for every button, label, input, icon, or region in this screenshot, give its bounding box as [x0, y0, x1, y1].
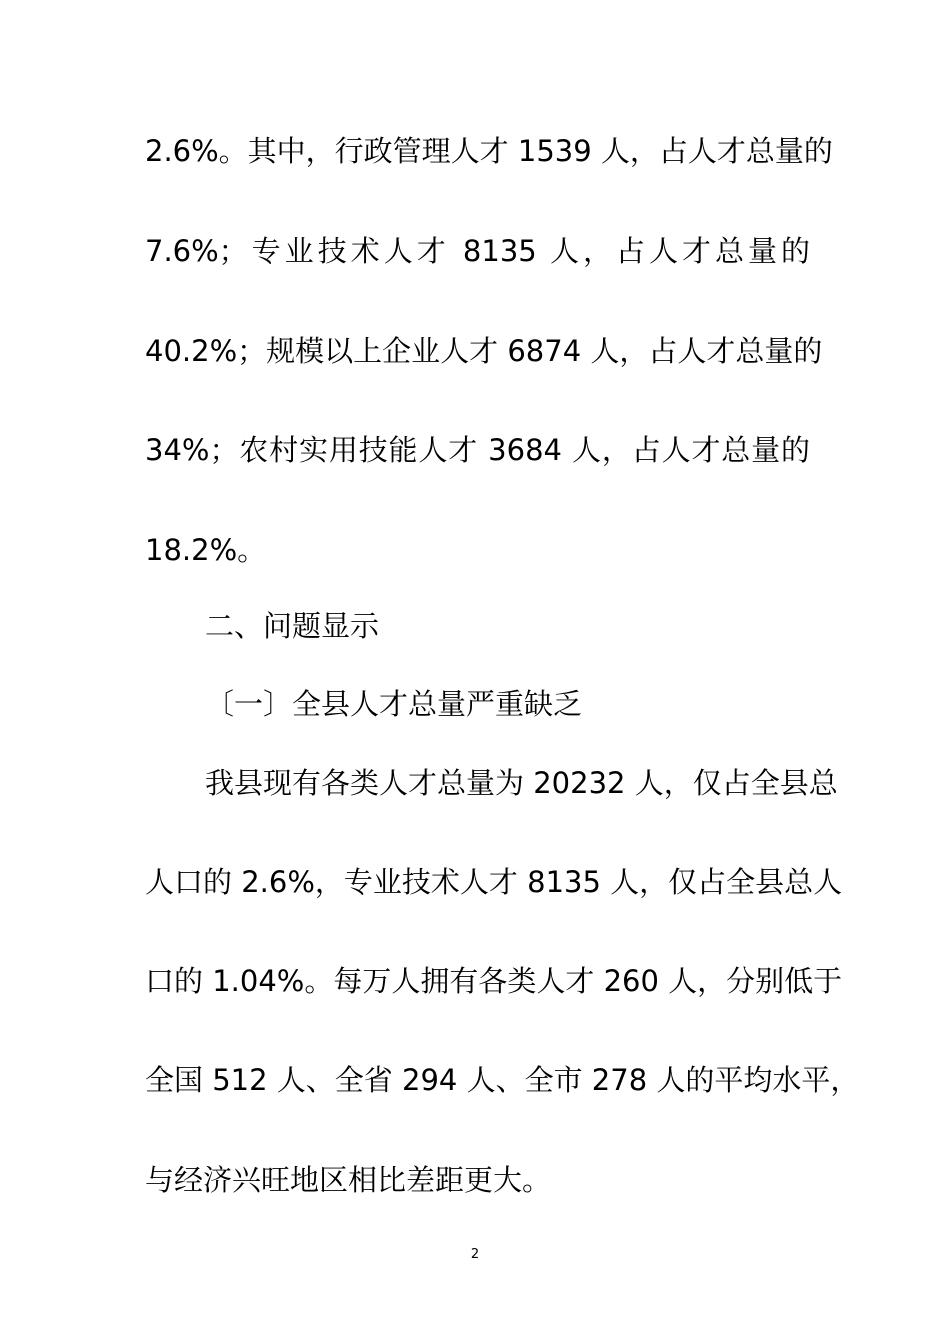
text-line-10: 口的 1.04%。每万人拥有各类人才 260 人，分别低于 [145, 964, 843, 998]
text-line-3: 40.2%；规模以上企业人才 6874 人，占人才总量的 [145, 334, 823, 368]
section-heading: 二、问题显示 [205, 609, 380, 643]
subsection-heading: 〔一〕全县人才总量严重缺乏 [205, 687, 583, 721]
text-line-8: 我县现有各类人才总量为 20232 人，仅占全县总 [205, 766, 838, 800]
text-line-5: 18.2%。 [145, 533, 267, 567]
text-line-12: 与经济兴旺地区相比差距更大。 [145, 1163, 552, 1197]
text-line-4: 34%；农村实用技能人才 3684 人，占人才总量的 [145, 433, 810, 467]
text-line-9: 人口的 2.6%，专业技术人才 8135 人，仅占全县总人 [145, 865, 843, 899]
text-line-11: 全国 512 人、全省 294 人、全市 278 人的平均水平， [145, 1063, 860, 1097]
text-line-1: 2.6%。其中，行政管理人才 1539 人，占人才总量的 [145, 134, 833, 168]
text-line-2: 7.6%；专业技术人才 8135 人，占人才总量的 [145, 234, 810, 268]
page-number: 2 [470, 1247, 480, 1262]
